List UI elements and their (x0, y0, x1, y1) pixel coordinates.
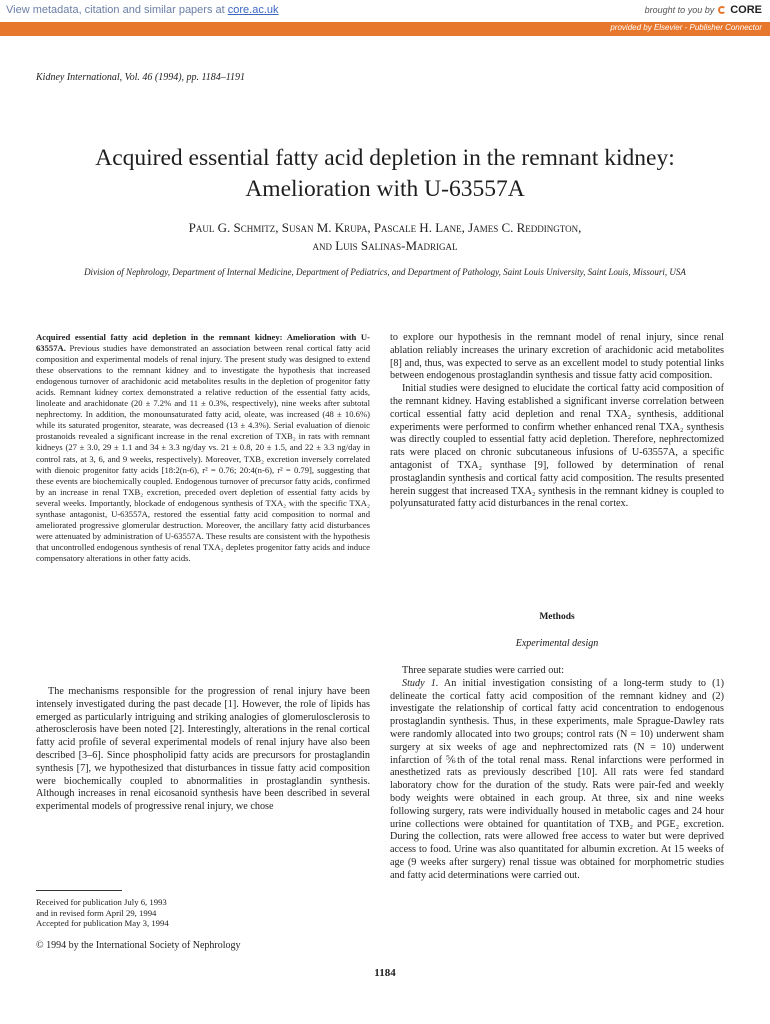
affiliation: Division of Nephrology, Department of Internal Medicine, Department of Pediatrics, and Department of Pathology, Saint Louis University, Saint Louis, Missouri, USA (84, 267, 686, 277)
core-metadata-text: View metadata, citation and similar papers at (6, 4, 228, 16)
core-banner (0, 0, 770, 22)
received-line-3: Accepted for publication May 3, 1994 (36, 918, 169, 929)
right-paragraph-2: Initial studies were designed to elucidate the cortical fatty acid composition of the remnant kidney. Having established a significant inverse correlation between cortical essential fatty acid depletion and renal TXA₂ synthesis, additional experiments were performed to confirm whether enhanced renal TXA₂ synthesis was directly coupled to essential fatty acid depletion. Therefore, nephrectomized rats were placed on chronic subcutaneous infusions of U-63557A, a specific antagonist of TXA₂ synthase [9], followed by determination of renal prostaglandin synthesis and cortical fatty acid composition. The results presented herein suggest that increased TXA₂ synthesis in the remnant kidney is coupled to polyunsaturated fatty acid disturbances in the renal cortex. (390, 383, 724, 510)
introduction (36, 686, 370, 814)
core-label: CORE (730, 4, 762, 16)
brought-to-you-text: brought to you by (644, 5, 715, 15)
title-line-2: Amelioration with U-63557A (245, 176, 525, 202)
study-1-paragraph (390, 678, 724, 883)
journal-citation: Kidney International, Vol. 46 (1994), pp. 1184–1191 (36, 72, 246, 83)
core-logo-icon (717, 5, 727, 15)
core-metadata-line (6, 4, 279, 16)
copyright: © 1994 by the International Society of Nephrology (36, 940, 241, 951)
footnote-divider (36, 890, 122, 891)
right-column-intro (390, 332, 724, 511)
article-title (0, 143, 770, 205)
title-line-1: Acquired essential fatty acid depletion in the remnant kidney: (95, 145, 675, 171)
methods-heading: Methods (539, 612, 575, 622)
author-list (0, 219, 770, 255)
right-paragraph-1: to explore our hypothesis in the remnant model of renal injury, since renal ablation reliably increases the urinary excretion of arachidonic acid metabolites [8] and, thus, was expected to serve as an excellent model to study potential links between endogenous prostaglandin synthesis and tissue fatty acid composition. (390, 332, 724, 382)
study-1-text: An initial investigation consisting of a long-term study to (1) delineate the cortical fatty acid composition of the remnant kidney and (2) investigate the relationship of cortical fatty acid concentration to endogenous prostaglandin synthesis. Thus, in these experiments, male Sprague-Dawley rats were randomly allocated into two groups; control rats (N = 10) underwent sham surgery at six weeks of age and nephrectomized rats (N = 10) underwent infarction of ⅚th of the total renal mass. Renal infarctions were performed in anesthetized rats as previously described [10]. All rats were fed standard laboratory chow for the duration of the study. Rats were pair-fed and weekly body weights were obtained in each group. At three, six and nine weeks following surgery, rats were individually housed in metabolic cages and 24 hour urine collections were obtained for quantitation of TXB₂ and PGE₂ excretion. During the collection, rats were allowed free access to water but were deprived access to food. Urine was also quantitated for albumin excretion. At 15 weeks of age (9 weeks after surgery) renal tissue was obtained for morphometric studies and fatty acid determinations were carried out. (390, 677, 724, 881)
core-brand[interactable] (645, 4, 762, 16)
authors-line-1: Paul G. Schmitz, Susan M. Krupa, Pascale H. Lane, James C. Reddington, (188, 220, 582, 235)
core-provider-bar (0, 22, 770, 36)
abstract (36, 332, 370, 564)
experimental-design-heading: Experimental design (515, 638, 599, 649)
received-line-2: and in revised form April 29, 1994 (36, 907, 157, 918)
methods-paragraph-1: Three separate studies were carried out: (402, 665, 565, 676)
received-line-1: Received for publication July 6, 1993 (36, 897, 167, 907)
provided-by-text[interactable]: provided by Elsevier - Publisher Connector (610, 23, 762, 32)
abstract-body: Previous studies have demonstrated an association between renal cortical fatty acid composition and experimental models of renal injury. The present study was designed to extend these observations to the remnant kidney and to investigate the hypothesis that increased endogenous turnover of arachidonic acid metabolites results in the depletion of progenitor fatty acids. Remnant kidney cortex demonstrated a relative reduction of the essential fatty acids, linoleate and arachidonate (20 ± 7.2% and 11 ± 0.3%, respectively), nine weeks after subtotal nephrectomy. In addition, the monounsaturated fatty acid, oleate, was increased (48 ± 10.6%) while its saturated progenitor, stearate, was decreased (13 ± 4.3%). Serial evaluation of dienoic prostanoids revealed a significant increase in the renal excretion of TXB₂ in rats with remnant kidneys (27 ± 3.0, 29 ± 1.1 and 34 ± 3.3 ng/day vs. 21 ± 0.8, 20 ± 1.5, and 22 ± 3.3 ng/day in control rats, at 3, 6, and 9 weeks, respectively). Moreover, TXB₂ excretion inversely correlated with dienoic progenitor fatty acids [18:2(n-6), r² = 0.76; 20:4(n-6), r² = 0.79], suggesting that these events are biochemically coupled. Endogenous turnover of precursor fatty acids, confirmed by an increase in renal TXB₂ excretion, preceded overt depletion of essential fatty acids by several weeks. Importantly, blockade of endogenous synthesis of TXA₂ with the specific TXA₂ synthase antagonist, U-63557A, restored the essential fatty acid composition to normal and ameliorated progressive glomerular destruction. Moreover, the ancillary fatty acid disturbances were attenuated by administration of U-63557A. These results are consistent with the hypothesis that uncontrolled endogenous synthesis of renal TXA₂ depletes progenitor fatty acids and induce compensatory alterations in other fatty acids. (36, 343, 370, 563)
methods-text (390, 665, 724, 883)
abstract-title: Acquired essential fatty acid depletion in the remnant kidney: Amelioration with U-63557A. (36, 332, 370, 354)
intro-paragraph: The mechanisms responsible for the progression of renal injury have been intensely investigated during the past decade [1]. However, the role of lipids has emerged as particularly intriguing and striking analogies of glomerulosclerosis to atherosclerosis have been noted [2]. Interestingly, alterations in the renal cortical fatty acid profile of several experimental models of renal injury have also been described [3–6]. Since phospholipid fatty acids are precursors for prostaglandin synthesis [7], we hypothesized that disturbances in tissue fatty acid composition were biochemically coupled to abnormalities in prostaglandin synthesis. Although increases in renal eicosanoid synthesis have been described in several experimental models of progressive renal injury, we chose (36, 686, 370, 813)
page-number: 1184 (374, 967, 396, 979)
study-1-label: Study 1. (402, 677, 439, 689)
core-link[interactable]: core.ac.uk (227, 4, 279, 16)
authors-line-2: and Luis Salinas-Madrigal (312, 238, 458, 253)
received-dates (36, 897, 370, 929)
